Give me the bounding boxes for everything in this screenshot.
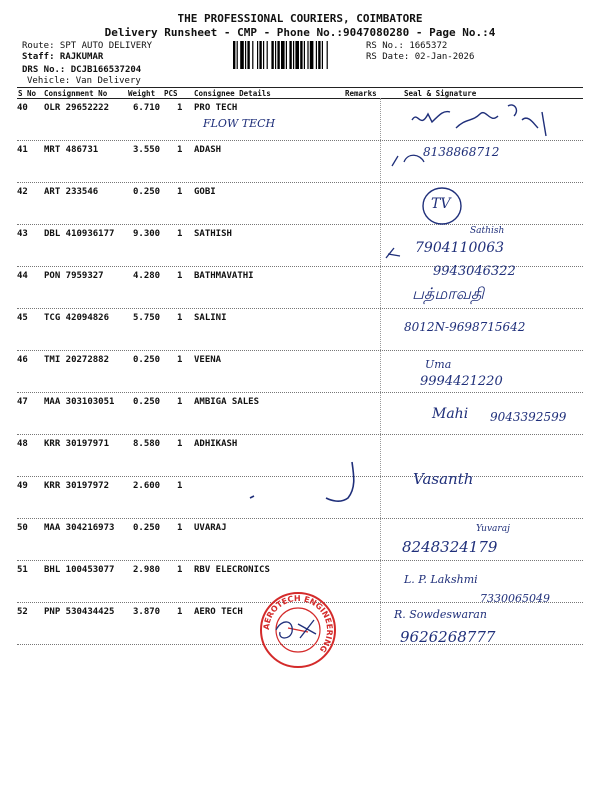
signature-mark-41 [388, 148, 428, 170]
barcode-bar [316, 41, 317, 69]
cell-pcs: 1 [177, 229, 183, 239]
barcode-bar [300, 41, 302, 69]
handwriting-row46-name: Uma [425, 358, 452, 371]
handwriting-row52-name: R. Sowdeswaran [394, 608, 487, 621]
signature-mark-43 [382, 242, 406, 262]
barcode-bar [267, 41, 268, 69]
handwriting-row51-number: 7330065049 [480, 592, 550, 605]
cell-consignee: AMBIGA SALES [194, 397, 260, 407]
cell-pcs: 1 [177, 523, 183, 533]
handwriting-row41: 8138868712 [423, 145, 500, 159]
handwriting-row43-number: 7904110063 [415, 240, 505, 256]
handwriting-row51-name: L. P. Lakshmi [404, 573, 478, 586]
cell-sno: 50 [17, 523, 28, 533]
col-header-weight: Weight [128, 89, 156, 98]
barcode-bar [277, 41, 279, 69]
runsheet-subtitle: Delivery Runsheet - CMP - Phone No.:9047080280 - Page No.:4 [104, 26, 496, 39]
cell-pcs: 1 [177, 103, 183, 113]
cell-pcs: 1 [177, 187, 183, 197]
cell-sno: 44 [17, 271, 28, 281]
cell-sno: 46 [17, 355, 28, 365]
cell-consignment: DBL 410936177 [44, 229, 115, 239]
cell-consignment: TMI 20272882 [44, 355, 110, 365]
vehicle-label: Vehicle: Van Delivery [27, 76, 141, 86]
barcode-bar [263, 41, 264, 69]
cell-pcs: 1 [177, 313, 183, 323]
cell-weight: 0.250 [133, 187, 161, 197]
cell-consignee: RBV ELECRONICS [194, 565, 270, 575]
cell-pcs: 1 [177, 271, 183, 281]
cell-consignment: BHL 100453077 [44, 565, 115, 575]
barcode-bar [259, 41, 261, 69]
cell-consignee: AERO TECH [194, 607, 243, 617]
cell-consignment: TCG 42094826 [44, 313, 110, 323]
handwriting-row44-number: 9943046322 [433, 264, 516, 279]
cell-consignee: BATHMAVATHI [194, 271, 254, 281]
barcode [233, 41, 360, 69]
cell-consignment: MAA 304216973 [44, 523, 115, 533]
handwriting-flow-tech: FLOW TECH [203, 117, 276, 130]
cell-consignment: ART 233546 [44, 187, 99, 197]
barcode-bar [275, 41, 276, 69]
cell-weight: 0.250 [133, 397, 161, 407]
signature-scribble-52 [270, 610, 326, 646]
handwriting-bracket [240, 458, 370, 506]
handwriting-row44-tamil: பத்மாவதி [412, 284, 484, 303]
cell-weight: 9.300 [133, 229, 161, 239]
cell-sno: 45 [17, 313, 28, 323]
cell-pcs: 1 [177, 439, 183, 449]
barcode-bar [327, 41, 328, 69]
cell-consignment: OLR 29652222 [44, 103, 110, 113]
cell-consignee: VEENA [194, 355, 222, 365]
cell-sno: 40 [17, 103, 28, 113]
cell-sno: 42 [17, 187, 28, 197]
cell-pcs: 1 [177, 397, 183, 407]
barcode-bar [322, 41, 323, 69]
barcode-bar [257, 41, 258, 69]
cell-consignment: MRT 486731 [44, 145, 99, 155]
rs-no-label: RS No.: 1665372 [366, 41, 448, 51]
svg-text:AEROTECH ENGINEERING: AEROTECH ENGINEERING [261, 593, 335, 655]
cell-consignee: SATHISH [194, 229, 232, 239]
cell-weight: 3.550 [133, 145, 161, 155]
cell-pcs: 1 [177, 355, 183, 365]
cell-weight: 2.600 [133, 481, 161, 491]
cell-sno: 48 [17, 439, 28, 449]
cell-consignee: ADHIKASH [194, 439, 238, 449]
handwriting-row52-number: 9626268777 [400, 628, 496, 646]
cell-weight: 0.250 [133, 523, 161, 533]
cell-consignee: GOBI [194, 187, 216, 197]
cell-weight: 8.580 [133, 439, 161, 449]
barcode-bar [310, 41, 314, 69]
cell-consignment: MAA 303103051 [44, 397, 115, 407]
handwriting-row50-name: Yuvaraj [476, 524, 510, 534]
cell-sno: 41 [17, 145, 28, 155]
barcode-bar [286, 41, 287, 69]
cell-weight: 0.250 [133, 355, 161, 365]
handwriting-row48: Vasanth [413, 470, 474, 488]
table-row [17, 182, 583, 225]
rs-date-label: RS Date: 02-Jan-2026 [366, 52, 475, 62]
cell-weight: 2.980 [133, 565, 161, 575]
cell-consignment: KRR 30197971 [44, 439, 110, 449]
cell-sno: 47 [17, 397, 28, 407]
cell-weight: 6.710 [133, 103, 161, 113]
drs-label: DRS No.: DCJB166537204 [22, 65, 142, 75]
barcode-bar [233, 41, 235, 69]
cell-weight: 4.280 [133, 271, 161, 281]
barcode-bar [281, 41, 285, 69]
barcode-bar [318, 41, 320, 69]
barcode-bar [271, 41, 273, 69]
cell-weight: 3.870 [133, 607, 161, 617]
barcode-bar [237, 41, 238, 69]
cell-weight: 5.750 [133, 313, 161, 323]
route-label: Route: SPT AUTO DELIVERY [22, 41, 153, 51]
handwriting-row50-number: 8248324179 [402, 538, 498, 556]
company-title: THE PROFESSIONAL COURIERS, COIMBATORE [177, 12, 423, 25]
cell-consignee: SALINI [194, 313, 227, 323]
col-header-remarks: Remarks [345, 89, 377, 98]
cell-consignee: ADASH [194, 145, 222, 155]
handwriting-row47-name: Mahi [432, 406, 469, 422]
barcode-bar [252, 41, 253, 69]
barcode-bar [247, 41, 249, 69]
col-header-seal: Seal & Signature [404, 89, 477, 98]
barcode-bar [304, 41, 305, 69]
col-header-sno: S No [18, 89, 37, 98]
barcode-bar [289, 41, 291, 69]
signature-scribble-40 [410, 100, 550, 144]
handwriting-row47-number: 9043392599 [490, 410, 567, 424]
cell-consignment: PNP 530434425 [44, 607, 115, 617]
cell-consignment: KRR 30197972 [44, 481, 110, 491]
cell-pcs: 1 [177, 607, 183, 617]
cell-sno: 51 [17, 565, 28, 575]
barcode-bar [295, 41, 299, 69]
col-header-consignment: Consignment No [44, 89, 108, 98]
handwriting-row45: 8012N-9698715642 [404, 320, 526, 334]
cell-consignment: PON 7959327 [44, 271, 104, 281]
barcode-bar [240, 41, 244, 69]
staff-label: Staff: RAJKUMAR [22, 52, 104, 62]
col-header-pcs: PCS [164, 89, 178, 98]
header-top-rule [17, 87, 583, 88]
cell-consignee: UVARAJ [194, 523, 227, 533]
cell-sno: 52 [17, 607, 28, 617]
cell-pcs: 1 [177, 481, 183, 491]
handwriting-row42: TV [431, 196, 451, 212]
cell-sno: 43 [17, 229, 28, 239]
cell-pcs: 1 [177, 145, 183, 155]
cell-sno: 49 [17, 481, 28, 491]
barcode-bar [293, 41, 294, 69]
cell-pcs: 1 [177, 565, 183, 575]
handwriting-row43-name: Sathish [470, 226, 505, 236]
col-header-consignee: Consignee Details [194, 89, 271, 98]
handwriting-row46-number: 9994421220 [420, 374, 503, 389]
barcode-bar [245, 41, 246, 69]
cell-consignee: PRO TECH [194, 103, 238, 113]
barcode-bar [307, 41, 308, 69]
